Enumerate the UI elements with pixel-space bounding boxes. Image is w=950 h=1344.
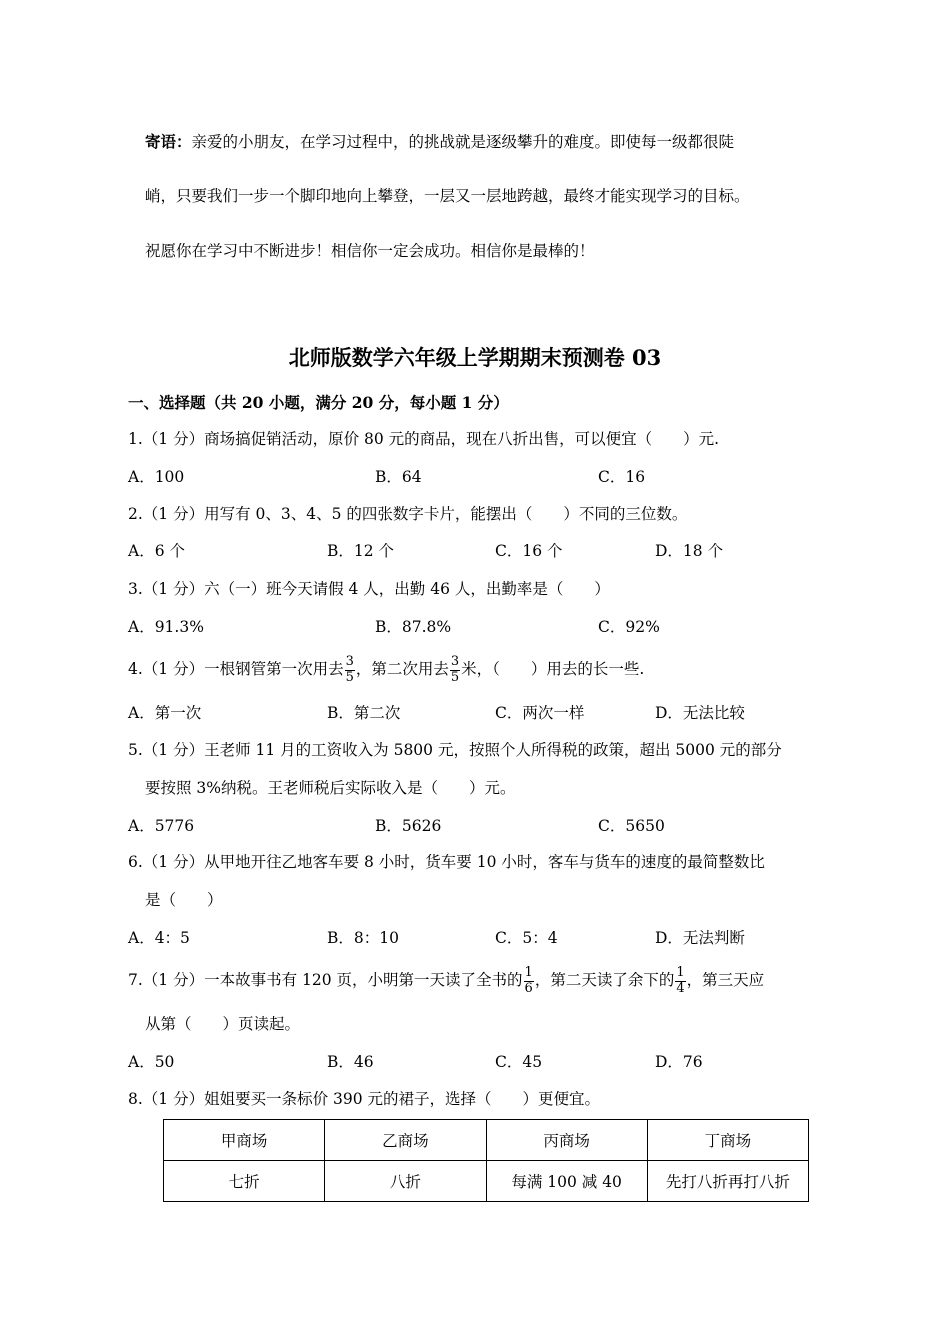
question-6-stem-line-1: 6.（1 分）从甲地开往乙地客车要 8 小时，货车要 10 小时，客车与货车的速度的最简整数比 — [128, 853, 765, 871]
table-cell: 先打八折再打八折 — [647, 1161, 808, 1202]
table-header-cell: 乙商场 — [325, 1120, 486, 1161]
question-3-stem: 3.（1 分）六（一）班今天请假 4 人，出勤 46 人，出勤率是（ ） — [128, 580, 610, 598]
fraction-three-fifths: $\frac{3}{5}$ — [450, 653, 460, 685]
question-4-stem: 4.（1 分）一根钢管第一次用去 $\frac{3}{5}$ ，第二次用去 $\frac{3}{5}$ 米，（ ）用去的长一些. — [128, 653, 645, 685]
preface-line-1: 寄语：亲爱的小朋友，在学习过程中，的挑战就是逐级攀升的难度。即使每一级都很陡 — [145, 132, 735, 151]
q4-option-b: B．第二次 — [327, 704, 401, 722]
question-6-stem-line-2: 是（ ） — [145, 891, 223, 909]
preface-line-3: 祝愿你在学习中不断进步！相信你一定会成功。相信你是最棒的！ — [145, 242, 595, 260]
q6-option-c: C．5：4 — [495, 929, 558, 947]
q3-option-b: B．87.8% — [375, 618, 452, 636]
q6-option-a: A．4：5 — [128, 929, 190, 947]
q7-option-a: A．50 — [128, 1053, 175, 1071]
preface-label: 寄语： — [145, 132, 192, 151]
table-cell: 七折 — [164, 1161, 325, 1202]
q1-option-c: C．16 — [598, 468, 646, 486]
q6-option-b: B．8：10 — [327, 929, 399, 947]
q1-option-b: B．64 — [375, 468, 422, 486]
page-title: 北师版数学六年级上学期期末预测卷 03 — [288, 345, 662, 370]
table-header-row — [164, 1120, 809, 1161]
q4-option-a: A．第一次 — [128, 704, 202, 722]
question-8-stem: 8.（1 分）姐姐要买一条标价 390 元的裙子，选择（ ）更便宜。 — [128, 1090, 601, 1108]
preface-line-2: 峭，只要我们一步一个脚印地向上攀登，一层又一层地跨越，最终才能实现学习的目标。 — [145, 187, 750, 205]
question-7-stem-line-1: 7.（1 分）一本故事书有 120 页，小明第一天读了全书的 $\frac{1}{6}$ ，第二天读了余下的 $\frac{1}{4}$ ，第三天应 — [128, 964, 765, 996]
q7-option-b: B．46 — [327, 1053, 374, 1071]
table-row — [164, 1161, 809, 1202]
q5-option-c: C．5650 — [598, 817, 665, 835]
table-header-cell: 甲商场 — [164, 1120, 325, 1161]
question-7-stem-line-2: 从第（ ）页读起。 — [145, 1015, 301, 1033]
table-header-cell: 丁商场 — [647, 1120, 808, 1161]
q2-option-a: A．6 个 — [128, 542, 185, 560]
section-heading: 一、选择题（共 20 小题，满分 20 分，每小题 1 分） — [128, 393, 509, 412]
table-header-cell: 丙商场 — [486, 1120, 647, 1161]
q7-option-c: C．45 — [495, 1053, 543, 1071]
fraction-one-sixth: $\frac{1}{6}$ — [524, 964, 533, 996]
table-cell: 八折 — [325, 1161, 486, 1202]
q2-option-c: C．16 个 — [495, 542, 563, 560]
question-2-stem: 2.（1 分）用写有 0、3、4、5 的四张数字卡片，能摆出（ ）不同的三位数。 — [128, 505, 688, 523]
fraction-three-fifths: $\frac{3}{5}$ — [345, 653, 354, 685]
question-5-stem-line-1: 5.（1 分）王老师 11 月的工资收入为 5800 元，按照个人所得税的政策，超出 5000 元的部分 — [128, 741, 782, 759]
question-1-stem: 1.（1 分）商场搞促销活动，原价 80 元的商品，现在八折出售，可以便宜（ ）元. — [128, 430, 720, 448]
q4-option-c: C．两次一样 — [495, 704, 585, 722]
fraction-one-fourth: $\frac{1}{4}$ — [676, 964, 685, 996]
q3-option-c: C．92% — [598, 618, 660, 636]
q1-option-a: A．100 — [128, 468, 185, 486]
q3-option-a: A．91.3% — [128, 618, 204, 636]
q4-option-d: D．无法比较 — [655, 704, 745, 722]
q7-option-d: D．76 — [655, 1053, 703, 1071]
question-5-stem-line-2: 要按照 3%纳税。王老师税后实际收入是（ ）元。 — [145, 779, 516, 797]
q6-option-d: D．无法判断 — [655, 929, 745, 947]
price-table — [163, 1119, 809, 1202]
q5-option-a: A．5776 — [128, 817, 195, 835]
q2-option-d: D．18 个 — [655, 542, 724, 560]
table-cell: 每满 100 减 40 — [486, 1161, 647, 1202]
q2-option-b: B．12 个 — [327, 542, 395, 560]
q5-option-b: B．5626 — [375, 817, 442, 835]
